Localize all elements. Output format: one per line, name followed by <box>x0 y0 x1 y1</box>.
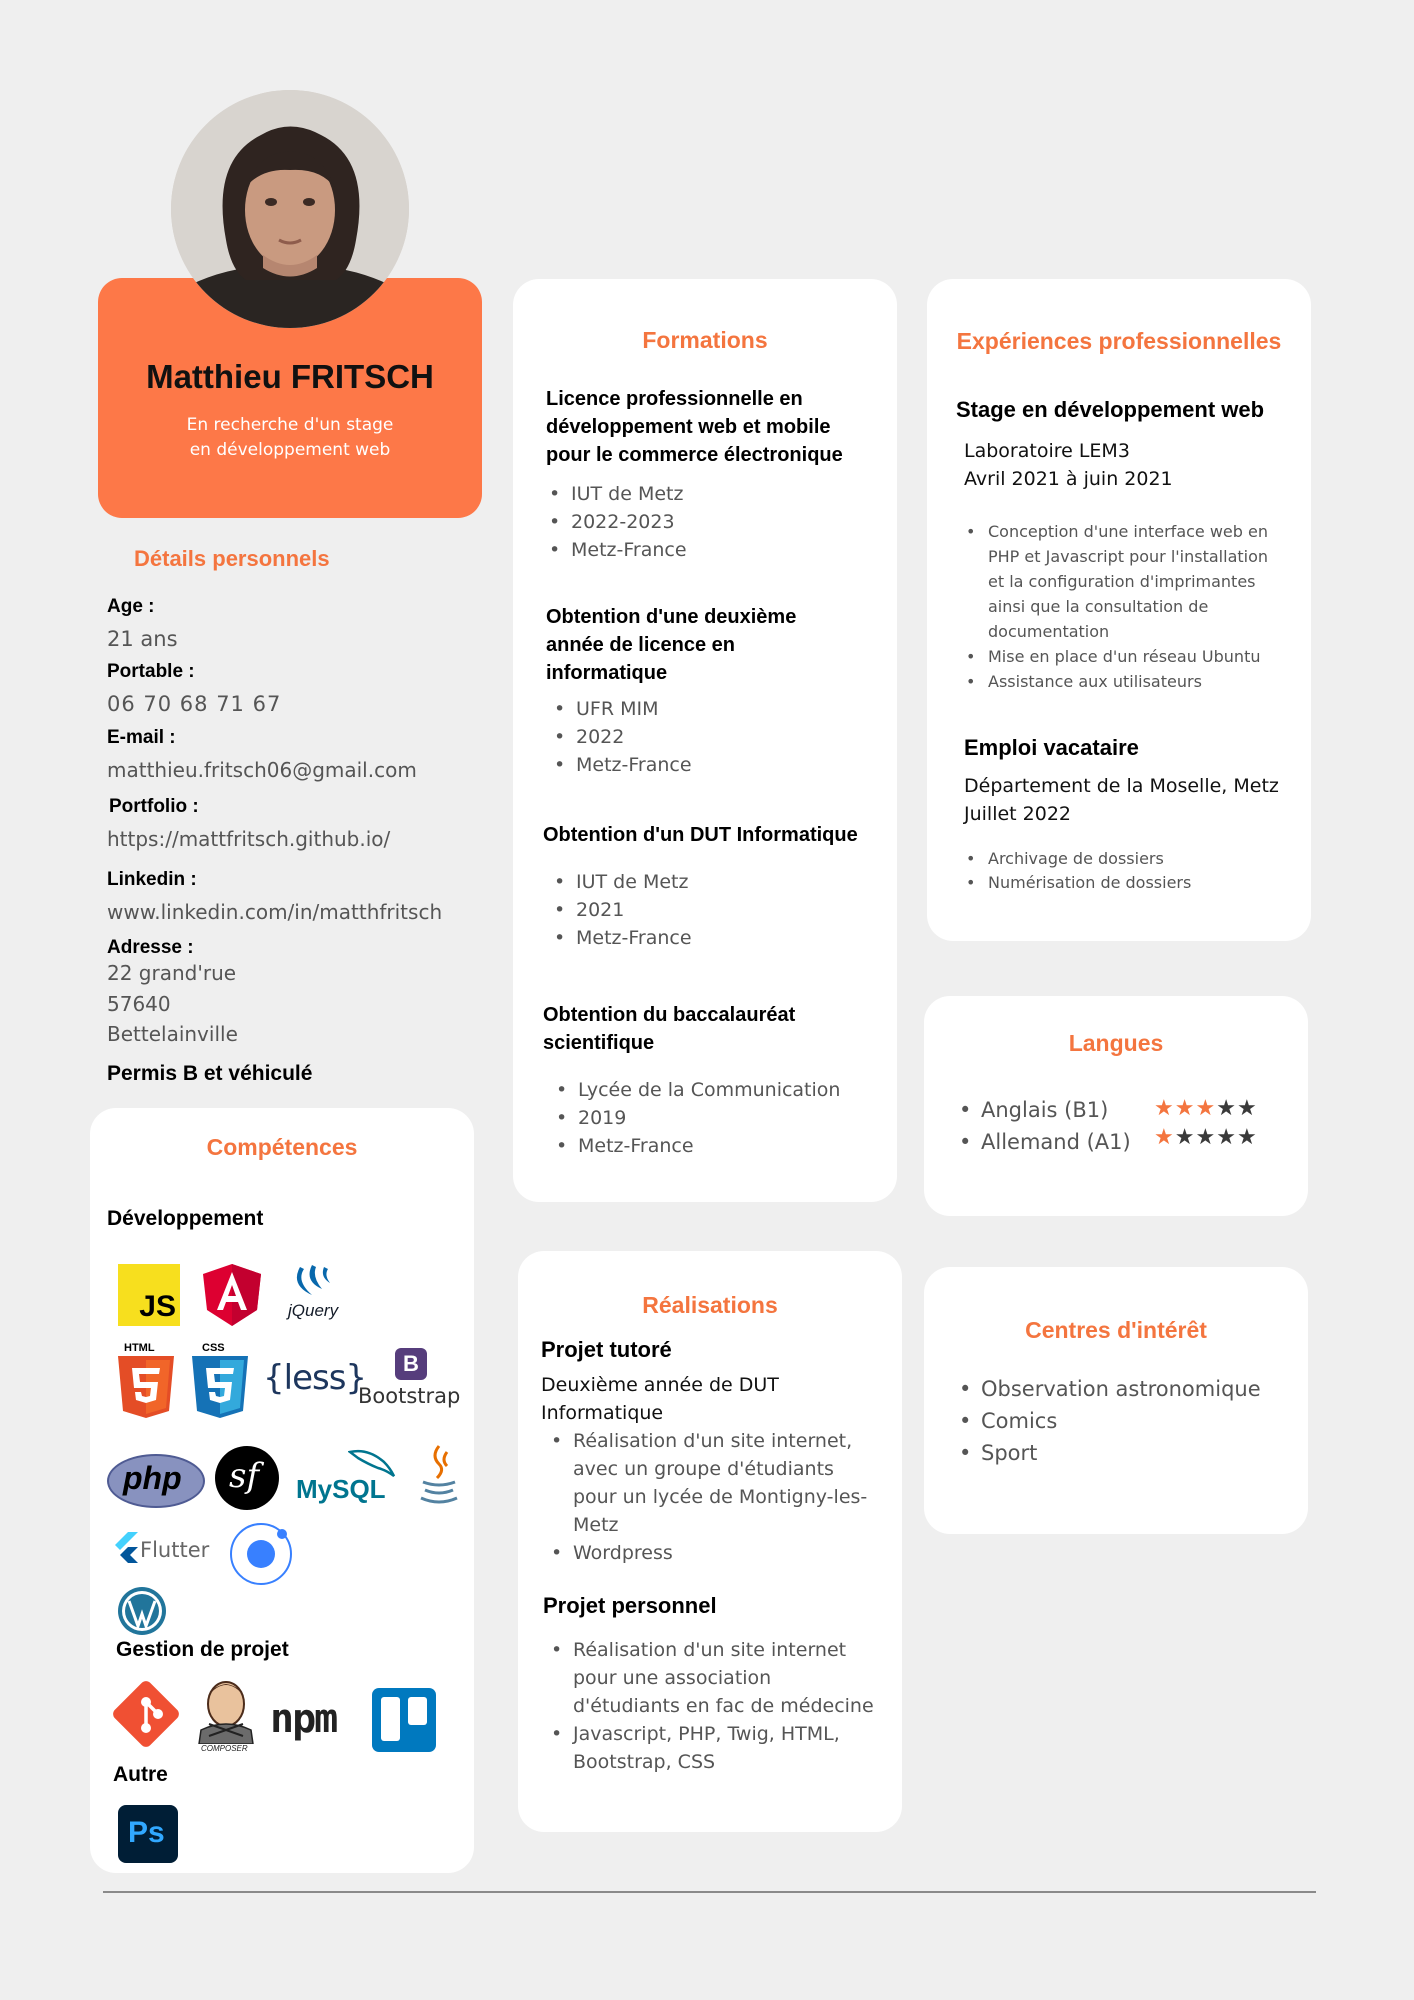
skills-title: Compétences <box>206 1134 358 1160</box>
formations-title: Formations <box>642 327 768 353</box>
profile-tagline-2: en développement web <box>189 440 391 460</box>
experience-2-details <box>960 847 1285 895</box>
star-icon: ★ <box>1174 1124 1196 1149</box>
list-item: • Comics <box>953 1405 1261 1437</box>
german-rating <box>1154 1124 1258 1150</box>
experience-1-dates: Avril 2021 à juin 2021 <box>964 468 1173 490</box>
divider <box>103 1891 1316 1893</box>
linkedin-link[interactable]: www.linkedin.com/in/matthfritsch <box>107 900 443 924</box>
css3-icon: CSS <box>192 1342 248 1418</box>
age-label: Age : <box>107 596 155 617</box>
list-item: • Javascript, PHP, Twig, HTML, Bootstrap, CSS <box>545 1720 875 1776</box>
address-line-3: Bettelainville <box>107 1022 238 1046</box>
address-line-1: 22 grand'rue <box>107 961 237 985</box>
english-rating <box>1154 1095 1258 1121</box>
linkedin-label: Linkedin : <box>107 869 197 890</box>
list-item: • 2021 <box>548 896 692 924</box>
other-subtitle: Autre <box>113 1763 168 1786</box>
list-item: • 2019 <box>550 1104 840 1132</box>
flutter-icon: Flutter <box>112 1532 222 1568</box>
list-item: • Metz-France <box>548 751 692 779</box>
realisations-title: Réalisations <box>642 1292 778 1318</box>
list-item: • Mise en place d'un réseau Ubuntu <box>960 644 1285 669</box>
git-icon <box>110 1678 182 1750</box>
star-icon: ★ <box>1154 1124 1175 1149</box>
trello-icon <box>372 1688 436 1752</box>
list-item: • Archivage de dossiers <box>960 847 1285 871</box>
languages-card <box>924 996 1308 1216</box>
star-icon: ★ <box>1154 1095 1175 1120</box>
photoshop-icon: Ps <box>118 1805 178 1863</box>
list-item: • Assistance aux utilisateurs <box>960 669 1285 694</box>
list-item: • Réalisation d'un site internet pour une association d'étudiants en fac de médecine <box>545 1636 875 1720</box>
angular-icon <box>203 1264 261 1326</box>
list-item: • Réalisation d'un site internet, avec un groupe d'étudiants pour un lycée de Montigny-les-Metz <box>545 1427 875 1539</box>
formation-1-details <box>543 480 687 564</box>
experience-2-place: Département de la Moselle, Metz <box>964 775 1279 797</box>
list-item: • UFR MIM <box>548 695 692 723</box>
experiences-title: Expériences professionnelles <box>956 328 1282 354</box>
personal-title: Détails personnels <box>134 546 330 571</box>
profile-tagline-1: En recherche d'un stage <box>186 415 394 435</box>
experience-1-place: Laboratoire LEM3 <box>964 440 1130 462</box>
project-1-subtitle: Deuxième année de DUT Informatique <box>541 1374 779 1424</box>
realisations-card <box>518 1251 902 1832</box>
list-item: • Observation astronomique <box>953 1373 1261 1405</box>
portfolio-link[interactable]: https://mattfritsch.github.io/ <box>107 827 391 851</box>
javascript-icon: JS <box>118 1264 180 1326</box>
list-item: • Metz-France <box>543 536 687 564</box>
project-2-details <box>545 1636 875 1776</box>
email-value[interactable]: matthieu.fritsch06@gmail.com <box>107 758 417 782</box>
list-item: • Sport <box>953 1437 1261 1469</box>
email-label: E-mail : <box>107 727 176 748</box>
age-value: 21 ans <box>107 627 178 651</box>
experience-1-details <box>960 519 1285 694</box>
language-item-english: • Anglais (B1) <box>953 1094 1131 1126</box>
list-item: • 2022 <box>548 723 692 751</box>
project-1-title: Projet tutoré <box>541 1337 672 1362</box>
interests-title: Centres d'intérêt <box>1025 1317 1207 1343</box>
phone-value: 06 70 68 71 67 <box>107 692 282 716</box>
profile-name: Matthieu FRITSCH <box>146 358 434 395</box>
formation-1-title: Licence professionnelle en développement web et mobile pour le commerce électronique <box>546 388 843 466</box>
experience-2-title: Emploi vacataire <box>964 735 1139 760</box>
experiences-card <box>927 279 1311 941</box>
languages-list <box>953 1094 1131 1158</box>
html5-icon: HTML <box>118 1342 174 1418</box>
list-item: • Lycée de la Communication <box>550 1076 840 1104</box>
address-line-2: 57640 <box>107 992 171 1016</box>
jquery-icon: jQuery <box>282 1263 352 1329</box>
list-item: • Conception d'une interface web en PHP et Javascript pour l'installation et la configuration d'imprimantes ainsi que la consultation de documentation <box>960 519 1285 644</box>
driving-license: Permis B et véhiculé <box>107 1062 313 1085</box>
dev-subtitle: Développement <box>107 1207 264 1230</box>
list-item: • Metz-France <box>548 924 692 952</box>
phone-label: Portable : <box>107 661 195 682</box>
less-icon: {less} <box>263 1358 367 1398</box>
star-icon: ★ <box>1216 1095 1237 1120</box>
formations-card <box>513 279 897 1202</box>
list-item: • 2022-2023 <box>543 508 687 536</box>
symfony-icon: sf <box>215 1446 279 1510</box>
star-icon: ★ <box>1236 1095 1258 1120</box>
wordpress-icon <box>117 1586 167 1636</box>
java-icon <box>417 1444 461 1506</box>
languages-title: Langues <box>1068 1030 1164 1056</box>
experience-2-dates: Juillet 2022 <box>964 803 1072 825</box>
star-icon: ★ <box>1174 1095 1196 1120</box>
avatar <box>171 90 409 328</box>
star-icon: ★ <box>1195 1095 1217 1120</box>
experience-1-title: Stage en développement web <box>956 397 1265 422</box>
list-item: • Metz-France <box>550 1132 840 1160</box>
formation-3-details <box>548 868 692 952</box>
star-icon: ★ <box>1236 1124 1258 1149</box>
project-1-details <box>545 1427 875 1567</box>
list-item: • IUT de Metz <box>543 480 687 508</box>
skills-card <box>90 1108 474 1873</box>
formation-2-details <box>548 695 692 779</box>
star-icon: ★ <box>1195 1124 1217 1149</box>
list-item: • Wordpress <box>545 1539 875 1567</box>
address-label: Adresse : <box>107 937 194 958</box>
interests-list <box>953 1373 1261 1469</box>
bootstrap-icon: B Bootstrap <box>358 1348 462 1410</box>
language-item-german: • Allemand (A1) <box>953 1126 1131 1158</box>
formation-2-title: Obtention d'une deuxième année de licence en informatique <box>546 606 797 684</box>
formation-4-title: Obtention du baccalauréat scientifique <box>543 1004 796 1054</box>
ionic-icon <box>227 1520 295 1588</box>
project-management-subtitle: Gestion de projet <box>116 1638 289 1661</box>
interests-card <box>924 1267 1308 1534</box>
project-2-title: Projet personnel <box>543 1593 717 1618</box>
formation-3-title: Obtention d'un DUT Informatique <box>543 824 858 846</box>
portfolio-label: Portfolio : <box>109 796 199 817</box>
formation-4-details <box>550 1076 840 1160</box>
list-item: • Numérisation de dossiers <box>960 871 1285 895</box>
list-item: • IUT de Metz <box>548 868 692 896</box>
php-icon: php <box>107 1454 205 1508</box>
mysql-icon: MySQL <box>296 1448 406 1508</box>
npm-icon: npm <box>270 1696 337 1742</box>
star-icon: ★ <box>1216 1124 1237 1149</box>
composer-icon: COMPOSER <box>195 1674 257 1756</box>
